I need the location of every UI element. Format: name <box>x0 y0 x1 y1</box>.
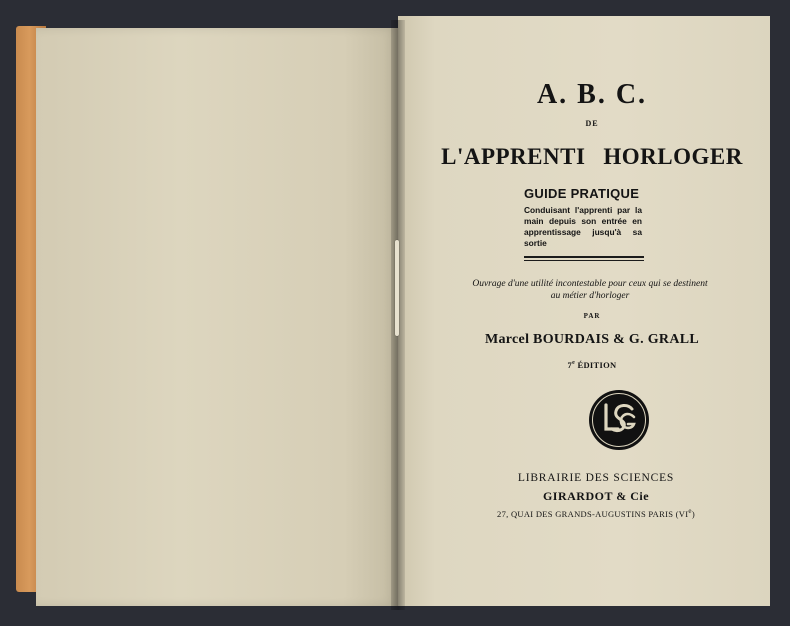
address-sup: e <box>688 507 692 515</box>
left-page-blank <box>36 28 398 606</box>
title-abc: A. B. C. <box>536 79 648 110</box>
main-title <box>406 144 778 170</box>
subtitle-block <box>524 186 642 249</box>
edition-word: ÉDITION <box>577 360 617 370</box>
edition <box>406 360 778 370</box>
work-description <box>398 278 776 302</box>
subtitle-description: Conduisant l'apprenti par la main depuis son entrée en apprentissage jusqu'à sa sortie <box>524 205 642 248</box>
divider-rule-thin <box>524 260 644 261</box>
edition-sup: e <box>572 360 576 367</box>
publisher-logo-icon <box>588 389 650 451</box>
work-description-line2: au métier d'horloger <box>550 291 630 301</box>
authors: Marcel BOURDAIS & G. GRALL <box>484 332 700 347</box>
divider-rule <box>524 256 644 258</box>
edition-number: 7 <box>567 360 573 370</box>
binding-stitch <box>395 240 399 336</box>
main-title-part1: L'APPRENTI <box>441 144 586 169</box>
subtitle-guide: GUIDE PRATIQUE <box>524 186 640 201</box>
publisher: LIBRAIRIE DES SCIENCES <box>517 472 675 484</box>
main-title-part2: HORLOGER <box>603 144 743 169</box>
address-text: 27, QUAI DES GRANDS-AUGUSTINS PARIS (VI <box>497 508 689 519</box>
work-description-line1: Ouvrage d'une utilité incontestable pour ceux qui se destinent <box>472 279 708 289</box>
publisher-address <box>410 507 782 519</box>
title-de: DE <box>585 119 599 128</box>
publisher-name: GIRARDOT & Cie <box>542 489 650 503</box>
title-page <box>398 16 770 606</box>
by-label: PAR <box>583 312 601 320</box>
open-book <box>36 12 772 610</box>
address-end: ) <box>691 508 695 519</box>
